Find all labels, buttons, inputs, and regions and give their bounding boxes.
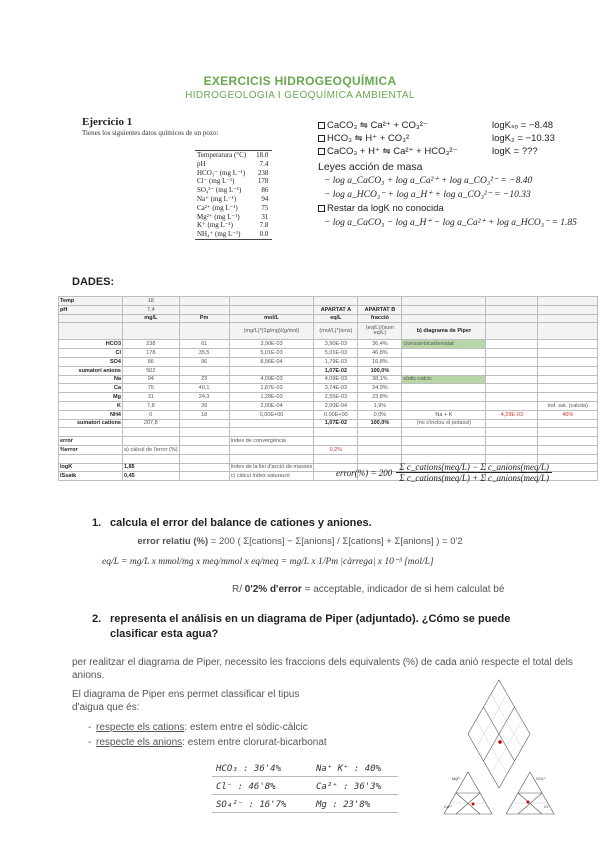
sheet-cell [229,366,314,375]
chem-row [195,230,272,239]
sheet-cell: 2,00E-04 [314,401,358,410]
sheet-cell [538,445,598,454]
sheet-row [59,297,598,306]
sheet-cell: índex de la llei d'acció de masses [230,464,313,471]
sheet-cell: 502 [123,366,180,375]
handwritten-notes [212,762,398,816]
sheet-row [59,366,598,375]
sheet-cell [486,393,538,402]
sheet-row [59,305,598,314]
sheet-cell: 0,45 [123,472,180,481]
sheet-row [59,393,598,402]
sheet-row [59,323,598,340]
sheet-cell [229,297,314,306]
piper-diagram [440,672,558,820]
sheet-cell: 8,96E-04 [229,357,314,366]
piper-label: SO₄²⁻ [536,776,547,781]
sheet-cell [402,437,486,446]
sheet-cell [59,454,123,463]
question-2: 2. representa el análisis en un diagrama de Piper (adjuntado). ¿Cómo se puede clasificar esta agua? [92,613,511,640]
chem-row [195,160,272,169]
sheet-cell [179,419,229,428]
sheet-cell: K [59,401,123,410]
sheet-cell [229,445,314,454]
chem-value: 238 [257,168,269,177]
sheet-cell [402,384,486,393]
sheet-cell [229,428,314,437]
exercise-intro: Tienes los siguientes datos químicos de un pozo: [82,129,219,137]
sheet-cell: 0,00E+00 [229,410,314,419]
chem-param: NH₄⁺ (mg L⁻¹) [195,230,250,239]
sheet-cell: 1,87E-03 [229,384,314,393]
chem-param: Ca²⁺ (mg L⁻¹) [197,203,238,212]
sheet-cell: 4,09E-03 [314,375,358,384]
sheet-cell [358,445,402,454]
sheet-cell: SO4 [59,357,123,366]
mass-action-law-1: − log a_CaCO₃ + log a_Ca²⁺ + log a_CO₃²⁻ = −8.40 [324,176,533,186]
sheet-cell: 1,9% [358,401,402,410]
sheet-cell [486,305,538,314]
sheet-cell [402,297,486,306]
sheet-cell: 86 [123,357,180,366]
sheet-cell: 40,1 [179,384,229,393]
sheet-cell: 3,90E-03 [229,340,314,349]
chem-row [195,186,272,195]
sheet-cell [123,437,180,446]
chem-value: 178 [257,177,269,186]
chemical-data-table [195,150,272,240]
sheet-cell: Na [59,375,123,384]
sample-point [472,803,475,806]
sheet-cell [538,349,598,358]
sheet-cell [486,323,538,340]
units-conversion-line: eq/L = mg/L x mmol/mg x meq/mmol x eq/meq = mg/L x 1/Pm |càrrega| x 10⁻³ [mol/L] [102,557,434,567]
sheet-cell: 1,85 [123,463,180,472]
sheet-cell [538,314,598,323]
sheet-cell [486,401,538,410]
sheet-cell [179,463,229,472]
sheet-cell [179,305,229,314]
sheet-cell [538,375,598,384]
sheet-cell [538,297,598,306]
sheet-cell: 24,3 [179,393,229,402]
piper-paragraph-2: El diagrama de Piper ens permet classificar el tipus d'aigua que és: [72,689,300,713]
sheet-cell: c) càlcul índex saturació [229,472,314,481]
sheet-cell [538,305,598,314]
sheet-cell: 94 [123,375,180,384]
sheet-cell: 36,4% [358,340,402,349]
equations-block [318,120,588,231]
sheet-cell: (mol/L)*(ions) [314,323,358,340]
sheet-cell: 18 [179,410,229,419]
sheet-cell [538,419,598,428]
sheet-cell [486,419,538,428]
reaction-row: CaCO₃ + H⁺ ⇋ Ca²⁺ + HCO₃²⁻ logK = ??? [318,146,588,159]
sheet-row [59,437,598,446]
sheet-cell: 46,8% [358,349,402,358]
chem-value: 0.0 [250,230,272,239]
sheet-cell: Na + K [402,410,486,419]
sheet-cell [486,437,538,446]
sheet-cell [179,428,229,437]
sheet-cell: 4,29E-03 [486,410,538,419]
sheet-cell: ind. sat. (calcita) [538,401,598,410]
chem-row [195,213,272,222]
sheet-cell [486,357,538,366]
sheet-cell [229,419,314,428]
sheet-cell [486,297,538,306]
piper-paragraph-1: per realitzar el diagrama de Piper, necessito les fraccions dels equivalents (%) de cada anió respecte el total dels anions. [72,657,573,681]
sheet-cell [486,375,538,384]
sheet-cell: sumatori cations [59,419,123,428]
sheet-cell: 39 [179,401,229,410]
reaction-row: HCO₃ ⇋ H⁺ + CO₃² logK₂ = −10.33 [318,133,588,146]
chem-param: pH [197,159,206,168]
sheet-cell [179,437,229,446]
chem-value: 94 [261,194,269,203]
sheet-cell [538,340,598,349]
sheet-cell [538,428,598,437]
chem-param: Na⁺ (mg L⁻¹) [197,194,237,203]
sheet-cell: error [59,437,123,446]
sheet-cell [538,366,598,375]
sheet-cell: eq/L [314,314,358,323]
sheet-cell: (eq/L)/(sum eq/L) [358,323,402,340]
sheet-cell: ISsatk [59,472,123,481]
piper-label: Cl⁻ [544,804,550,809]
sheet-cell [59,323,123,340]
chem-param: SO₄²⁻ (mg L⁻¹) [197,186,242,195]
sheet-cell: fracció [358,314,402,323]
chem-row [195,221,272,230]
sheet-cell: mg/L [123,314,180,323]
question-1: 1. calcula el error del balance de cationes y aniones. [92,517,372,529]
sheet-cell: 100,0% [358,366,402,375]
sheet-cell [486,384,538,393]
mass-action-law-2: − log a_HCO₃⁻ + log a_H⁺ + log a_CO₃²⁻ = −10.33 [324,190,531,200]
sheet-cell: 3,90E-03 [314,340,358,349]
sheet-cell [179,323,229,340]
sheet-cell: 96 [179,357,229,366]
reaction-row: CaCO₃ ⇋ Ca²⁺ + CO₃²⁻ logKₛₒ = −8.48 [318,120,588,133]
sheet-cell [402,305,486,314]
sheet-row [59,445,598,454]
sheet-cell [538,393,598,402]
sheet-cell: 100,0% [358,419,402,428]
chem-param: Temperatura (°C) [195,151,250,160]
sheet-cell: 5,01E-03 [229,349,314,358]
checkbox-icon [318,122,325,129]
hw-note: Mg : 23'8% [316,800,371,810]
sheet-cell: %error [59,445,123,454]
chem-value: 31 [261,212,269,221]
sheet-cell [402,393,486,402]
sheet-row [59,375,598,384]
sheet-row [59,410,598,419]
sheet-cell [402,428,486,437]
sheet-cell [402,366,486,375]
sheet-row [59,419,598,428]
sheet-cell [358,437,402,446]
sheet-cell: sòdic-càlcic [402,375,486,384]
sheet-cell: sumatori anions [59,366,123,375]
sheet-row [59,340,598,349]
chem-value: 86 [261,186,269,195]
sheet-cell [538,323,598,340]
sheet-cell: 34,9% [358,384,402,393]
chem-row [195,204,272,213]
data-spreadsheet [58,296,598,481]
exercise-title: Ejercicio 1 [82,116,133,128]
hw-note: Ca²⁺ : 36'3% [316,782,382,792]
sheet-cell [314,428,358,437]
chem-row [195,177,272,186]
sheet-cell [314,437,358,446]
sheet-cell: logK [59,463,123,472]
sheet-cell: 61 [179,340,229,349]
sheet-cell: 2,00E-04 [229,401,314,410]
hw-note: Na⁺ K⁺ : 40% [316,764,382,774]
sheet-cell: 35,5 [179,349,229,358]
sheet-cell: mol/L [229,314,314,323]
sheet-cell [402,314,486,323]
sheet-cell: APARTAT A [314,305,358,314]
sheet-cell: 23 [179,375,229,384]
hw-note: SO₄²⁻ : 16'7% [216,800,287,810]
sheet-cell: 16,8% [358,357,402,366]
sheet-cell: 7,4 [123,305,180,314]
hw-note: HCO₃ : 36'4% [216,764,282,774]
sheet-cell: 38,1% [358,375,402,384]
sheet-cell: NH4 [59,410,123,419]
chem-value: 18.0 [250,151,272,160]
sheet-cell: 0,00E+00 [314,410,358,419]
sheet-cell [486,366,538,375]
sheet-cell: 207,8 [123,419,180,428]
sheet-cell: 1,28E-03 [229,393,314,402]
sheet-cell [402,349,486,358]
sheet-cell [123,454,180,463]
sheet-cell: 7,8 [123,401,180,410]
sample-point [527,801,530,804]
subtract-instruction: Restar da logK no conocida [318,203,588,217]
sheet-cell [314,297,358,306]
sheet-cell: a) càlcul de l'error (%) [124,446,178,453]
chem-row [195,169,272,178]
sheet-cell: índex de convergència [229,437,314,446]
chem-param: HCO₃⁻ (mg L⁻¹) [197,168,246,177]
sheet-cell: 18 [123,297,180,306]
error-relative-line: error relatiu (%) = 200 ( Σ[cations] − Σ[anions] / Σ[cations] + Σ[anions] ) = 0'2 [137,536,463,547]
sheet-cell [179,454,229,463]
piper-label: Ca²⁺ [444,804,453,809]
sheet-cell: 40% [538,410,598,419]
hw-note: Cl⁻ : 46'8% [216,782,276,792]
sheet-cell [538,437,598,446]
sheet-cell: HCO3 [59,340,123,349]
sheet-cell: APARTAT B [358,305,402,314]
bullet-cations: - respecte els cations: estem entre el sòdic-càlcic [88,722,308,733]
sheet-cell [486,445,538,454]
sheet-cell: 0,0% [358,410,402,419]
chem-value: 7.4 [259,159,269,168]
sheet-cell [486,340,538,349]
sheet-cell: clorurat-bicarbonatat [402,340,486,349]
chem-value: 7.8 [259,221,269,230]
sheet-row [59,428,598,437]
sheet-cell [486,314,538,323]
checkbox-icon [318,148,325,155]
sheet-cell [179,366,229,375]
error-formula: error(%) = 200 $\frac{\text{Σ c\_cations(meq/L) − Σ c\_anions(meq/L)}}{\text{Σ c\_cations(meq/L) + Σ c\_anions(meq/L)}}$ [336,462,552,483]
sheet-row [59,314,598,323]
sheet-cell: 0,2% [314,445,358,454]
sheet-cell: Ca [59,384,123,393]
sheet-cell [486,349,538,358]
chem-param: Cl⁻ (mg L⁻¹) [197,177,235,186]
sheet-cell [123,323,180,340]
sheet-cell: b) diagrama de Piper [402,323,486,340]
sheet-cell: 3,74E-03 [314,384,358,393]
chem-param: K⁺ (mg L⁻¹) [197,221,233,230]
mass-action-law-3: − log a_CaCO₃ − log a_H⁺ − log a_Ca²⁺ + log a_HCO₃⁻ = 1.85 [324,218,577,228]
chem-row [195,195,272,204]
sheet-cell: 23,8% [358,393,402,402]
sheet-cell [402,401,486,410]
sheet-cell [358,428,402,437]
chem-param: Mg²⁺ (mg L⁻¹) [197,212,240,221]
sheet-cell: Temp [59,297,123,306]
piper-label: Mg²⁺ [452,776,461,781]
sheet-cell: 1,07E-02 [314,419,358,428]
sheet-cell [402,445,486,454]
sheet-cell [358,297,402,306]
sheet-cell [538,357,598,366]
page-subtitle: HIDROGEOLOGIA I GEOQUÍMICA AMBIENTAL [185,90,415,101]
answer-1: R/ 0'2% d'error = acceptable, indicador de si hem calculat bé [232,584,505,595]
sheet-cell: pH [59,305,123,314]
sheet-cell [179,472,229,481]
sheet-row [59,384,598,393]
sheet-row [59,357,598,366]
checkbox-icon [318,205,325,212]
sheet-cell: 75 [123,384,180,393]
page-title: EXERCICIS HIDROGEOQUÍMICA [203,74,397,88]
sheet-row [59,349,598,358]
sheet-cell [179,297,229,306]
sheet-cell: 1,79E-03 [314,357,358,366]
sheet-cell: 2,55E-03 [314,393,358,402]
sheet-cell [402,357,486,366]
sheet-cell: 178 [123,349,180,358]
sheet-cell: Mg [59,393,123,402]
sheet-row [59,401,598,410]
sheet-cell: 238 [123,340,180,349]
sheet-cell: 31 [123,393,180,402]
bullet-anions: - respecte els anions: estem entre clorurat-bicarbonat [88,737,327,748]
sheet-cell [123,428,180,437]
sheet-cell [229,454,314,463]
sheet-cell: (no s'inclou el potassi) [402,419,486,428]
chem-value: 75 [261,203,269,212]
dades-heading: DADES: [72,276,115,288]
sheet-cell: 1,07E-02 [314,366,358,375]
piper-diagram-svg [440,672,558,820]
checkbox-icon [318,135,325,142]
sheet-cell: Pm [179,314,229,323]
sheet-cell: (mg/L)*(1g/mg)/(g/mol) [229,323,314,340]
sheet-cell [59,428,123,437]
sample-point [498,740,502,744]
mass-action-heading: Leyes acción de masa [318,161,423,173]
sheet-cell [59,314,123,323]
chem-row [195,151,272,160]
sheet-cell [538,384,598,393]
sheet-cell [486,428,538,437]
sheet-cell [229,305,314,314]
sheet-cell [179,445,229,454]
sheet-cell: 4,09E-03 [229,375,314,384]
sheet-cell: Cl [59,349,123,358]
sheet-cell: 0 [123,410,180,419]
sheet-cell: 5,01E-03 [314,349,358,358]
